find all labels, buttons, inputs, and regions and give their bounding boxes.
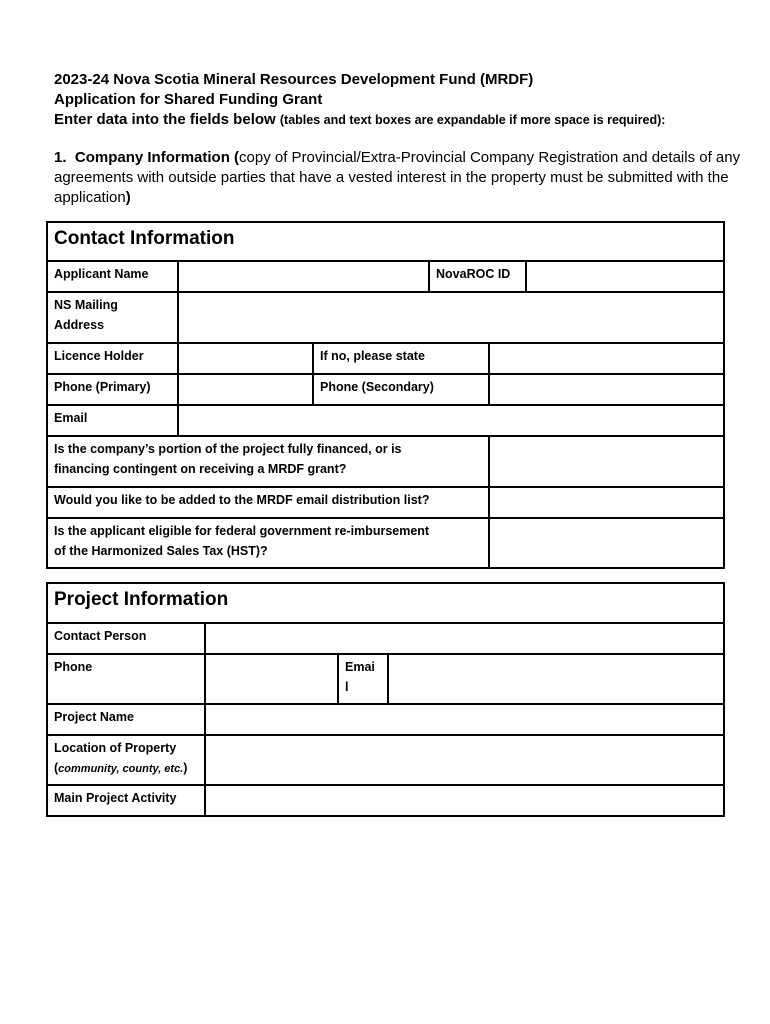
- phone-primary-field[interactable]: [178, 374, 313, 405]
- project-email-label: [338, 654, 388, 704]
- phone-secondary-field[interactable]: [489, 374, 724, 405]
- financing-question-line1: Is the company’s portion of the project fully financed, or is: [54, 442, 402, 456]
- section-number: 1.: [54, 149, 67, 166]
- section-heading: Company Information (: [74, 149, 240, 166]
- email-label-part1: Emai: [345, 660, 375, 674]
- section-close-paren: ): [125, 189, 131, 206]
- applicant-name-label: Applicant Name: [47, 261, 178, 292]
- ns-mailing-address-field[interactable]: [178, 292, 724, 343]
- phone-secondary-label: Phone (Secondary): [313, 374, 489, 405]
- contact-person-label: Contact Person: [47, 623, 205, 654]
- header-instructions: [54, 110, 764, 130]
- if-no-field[interactable]: [489, 343, 724, 374]
- licence-holder-label: Licence Holder: [47, 343, 178, 374]
- project-table-title: Project Information: [47, 583, 724, 623]
- header-title: 2023-24 Nova Scotia Mineral Resources Development Fund (MRDF): [54, 71, 534, 88]
- ns-mailing-text: NS Mailing: [54, 298, 118, 312]
- location-label-text: Location of Property: [54, 741, 177, 755]
- project-phone-label: Phone: [47, 654, 205, 704]
- phone-primary-label: Phone (Primary): [47, 374, 178, 405]
- novaroc-id-field[interactable]: [526, 261, 724, 292]
- project-name-field[interactable]: [205, 704, 724, 735]
- email-field[interactable]: [178, 405, 724, 436]
- hst-question-line2: of the Harmonized Sales Tax (HST)?: [54, 544, 268, 558]
- email-label: Email: [47, 405, 178, 436]
- location-note-open: (: [54, 761, 59, 775]
- project-name-label: Project Name: [47, 704, 205, 735]
- contact-information-table: [46, 221, 725, 569]
- email-label-part2: l: [345, 680, 349, 694]
- document-header: [54, 70, 764, 130]
- instructions-main: Enter data into the fields below: [54, 111, 276, 128]
- header-subtitle: Application for Shared Funding Grant: [54, 91, 323, 108]
- ns-mailing-address-label: [47, 292, 178, 343]
- project-email-field[interactable]: [388, 654, 724, 704]
- location-label: [47, 735, 205, 785]
- hst-question: [47, 518, 489, 568]
- financing-answer-field[interactable]: [489, 436, 724, 487]
- main-activity-field[interactable]: [205, 785, 724, 816]
- contact-person-field[interactable]: [205, 623, 724, 654]
- contact-table-title: Contact Information: [47, 222, 724, 261]
- email-list-question: Would you like to be added to the MRDF email distribution list?: [47, 487, 489, 518]
- project-phone-field[interactable]: [205, 654, 338, 704]
- financing-question: [47, 436, 489, 487]
- applicant-name-field[interactable]: [178, 261, 429, 292]
- licence-holder-field[interactable]: [178, 343, 313, 374]
- location-note-close: ): [183, 761, 188, 775]
- main-activity-label: Main Project Activity: [47, 785, 205, 816]
- email-list-answer-field[interactable]: [489, 487, 724, 518]
- financing-question-line2: financing contingent on receiving a MRDF grant?: [54, 462, 347, 476]
- novaroc-id-label: NovaROC ID: [429, 261, 526, 292]
- address-text: Address: [54, 318, 105, 332]
- project-information-table: [46, 582, 725, 817]
- section-1-intro: [54, 148, 760, 208]
- instructions-note: (tables and text boxes are expandable if more space is required):: [279, 113, 666, 127]
- location-field[interactable]: [205, 735, 724, 785]
- hst-question-line1: Is the applicant eligible for federal government re-imbursement: [54, 524, 430, 538]
- section-description: copy of Provincial/Extra-Provincial Company Registration and details of any agreements with outside parties that have a vested interest in the property must be submitted with the application: [54, 149, 741, 206]
- location-note: community, county, etc.: [58, 763, 184, 775]
- if-no-label: If no, please state: [313, 343, 489, 374]
- hst-answer-field[interactable]: [489, 518, 724, 568]
